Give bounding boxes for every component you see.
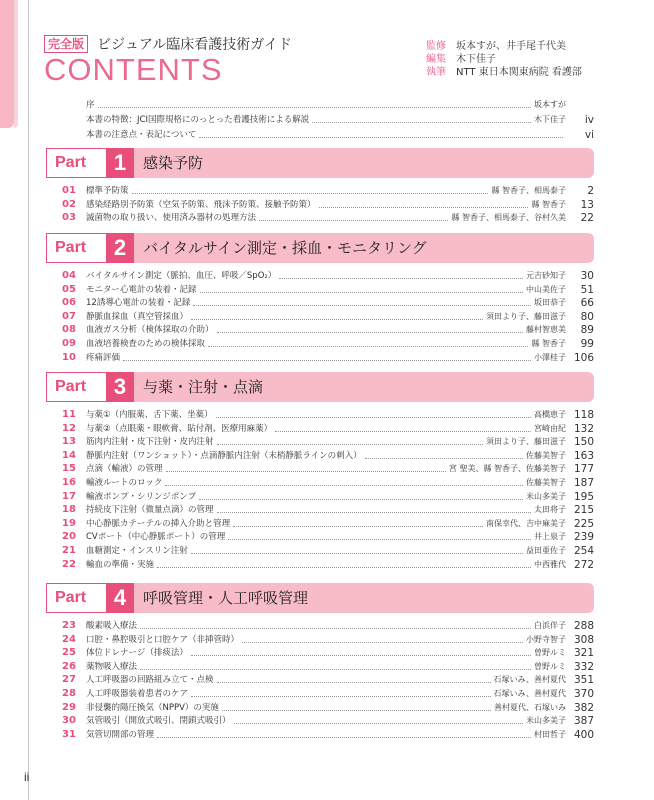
- chapter-page: 13: [580, 198, 594, 211]
- toc-entry[interactable]: [62, 476, 594, 490]
- chapter-author: 南保幸代、吉中麻美子: [486, 518, 566, 528]
- leader-dots: [275, 431, 531, 432]
- page-number: ii: [24, 770, 30, 784]
- leader-dots: [191, 655, 531, 656]
- edition-badge: 完全版: [44, 35, 88, 53]
- chapter-number: 26: [62, 660, 76, 672]
- toc-entry[interactable]: [62, 462, 594, 476]
- chapter-number: 11: [62, 409, 76, 420]
- chapter-number: 04: [62, 270, 76, 281]
- part-label: Part: [46, 148, 106, 178]
- chapter-title: モニター心電計の装着・記録: [86, 284, 197, 295]
- chapter-page: 272: [573, 558, 594, 571]
- part-number: 4: [106, 583, 134, 613]
- chapter-page: 89: [580, 324, 594, 337]
- chapter-number: 22: [62, 558, 76, 570]
- toc-entry[interactable]: [62, 728, 594, 742]
- part-banner: [46, 583, 594, 613]
- chapter-page: 163: [573, 449, 594, 462]
- entry-title: 本書の特徴：JCI国際規格にのっとった看護技術による解説: [86, 115, 310, 125]
- leader-dots: [98, 107, 531, 108]
- leader-dots: [234, 723, 523, 724]
- leader-dots: [312, 122, 531, 123]
- toc-entry[interactable]: [62, 351, 594, 365]
- chapter-page: 225: [573, 517, 594, 530]
- chapter-title: 中心静脈カテーテルの挿入介助と管理: [86, 518, 231, 529]
- chapter-number: 25: [62, 647, 76, 659]
- leader-dots: [319, 207, 529, 208]
- chapter-number: 28: [62, 688, 76, 699]
- leader-dots: [208, 346, 528, 347]
- chapter-author: 縣 智香子: [531, 199, 566, 209]
- toc-entry[interactable]: [62, 283, 594, 297]
- front-matter-item[interactable]: [86, 113, 594, 127]
- toc-entry[interactable]: [62, 503, 594, 517]
- book-title: ビジュアル臨床看護技術ガイド: [97, 36, 292, 53]
- contents-heading: CONTENTS: [44, 52, 223, 87]
- chapter-number: 21: [62, 545, 76, 556]
- part-banner: [46, 372, 594, 402]
- leader-dots: [132, 193, 489, 194]
- chapter-title: 与薬②（点眼薬・眼軟膏、貼付剤、医療用麻薬）: [86, 423, 273, 434]
- toc-entry[interactable]: [62, 687, 594, 701]
- chapter-number: 18: [62, 504, 76, 516]
- chapter-page: 132: [573, 422, 594, 435]
- leader-dots: [217, 444, 483, 445]
- leader-dots: [217, 332, 523, 333]
- toc-entry[interactable]: [62, 296, 594, 310]
- chapter-page: 2: [587, 185, 594, 197]
- chapter-page: 99: [580, 338, 594, 350]
- chapter-page: 351: [573, 674, 594, 687]
- leader-dots: [217, 682, 491, 683]
- chapter-title: 人工呼吸器の回路組み立て・点検: [86, 675, 214, 686]
- part-number: 3: [106, 372, 134, 402]
- leader-dots: [191, 319, 483, 320]
- credit-supervisor: [426, 40, 582, 53]
- margin-rule: [28, 0, 29, 800]
- entry-title: 本書の注意点・表記について: [86, 130, 197, 140]
- toc-entry[interactable]: [62, 673, 594, 687]
- leader-dots: [199, 137, 563, 138]
- leader-dots: [166, 471, 446, 472]
- credits: [426, 40, 582, 79]
- chapter-page: 187: [573, 477, 594, 489]
- chapter-title: 血液培養検査のための検体採取: [86, 339, 206, 349]
- chapter-title: 輸液ルートのロック: [86, 478, 163, 488]
- chapter-title: 標準予防策: [86, 186, 129, 196]
- toc-entry[interactable]: [62, 490, 594, 504]
- chapter-number: 27: [62, 674, 76, 686]
- chapter-number: 10: [62, 351, 76, 363]
- chapter-author: 須田より子、藤田滋子: [486, 311, 566, 321]
- chapter-page: 321: [573, 647, 594, 660]
- chapter-page: 177: [573, 463, 594, 476]
- chapter-author: 曽野ルミ: [534, 661, 566, 671]
- chapter-number: 08: [62, 324, 76, 336]
- chapter-title: 静脈血採血（真空管採血）: [86, 311, 189, 322]
- chapter-number: 20: [62, 531, 76, 543]
- toc-entry[interactable]: [62, 310, 594, 324]
- chapter-page: 387: [573, 715, 594, 728]
- part-label: Part: [46, 583, 106, 613]
- chapter-author: 石塚いみ、善村夏代: [493, 689, 566, 698]
- chapter-page: 80: [580, 310, 594, 323]
- toc-entry[interactable]: [62, 714, 594, 728]
- chapter-author: 白浜伴子: [534, 621, 566, 630]
- leader-dots: [193, 305, 531, 306]
- credit-role: 監修: [426, 41, 446, 52]
- part-number: 1: [106, 148, 134, 178]
- chapter-title: 静脈内注射（ワンショット）・点滴静脈内注射（末梢静脈ラインの刺入）: [86, 450, 362, 461]
- chapter-author: 米山多美子: [526, 491, 566, 501]
- leader-dots: [222, 710, 491, 711]
- chapter-page: 118: [573, 409, 594, 421]
- entry-page: vi: [584, 129, 594, 141]
- chapter-number: 16: [62, 477, 76, 488]
- chapter-title: 滅菌物の取り扱い、使用済み器材の処理方法: [86, 213, 257, 224]
- chapter-title: CVポート（中心静脈ポート）の管理: [86, 532, 226, 543]
- chapter-number: 07: [62, 310, 76, 322]
- part-label: Part: [46, 372, 106, 402]
- leader-dots: [242, 642, 523, 643]
- toc-entry[interactable]: [62, 646, 594, 660]
- chapter-title: 血糖測定・インスリン注射: [86, 546, 188, 556]
- toc-entry[interactable]: [62, 323, 594, 337]
- leader-dots: [365, 458, 523, 459]
- chapter-author: 中西雅代: [534, 559, 566, 569]
- chapter-author: 坂田恭子: [534, 298, 566, 308]
- chapter-page: 215: [573, 504, 594, 517]
- credit-name: 坂本すが、井手尾千代美: [456, 41, 566, 52]
- chapter-author: 石塚いみ、善村夏代: [493, 675, 566, 685]
- chapter-author: 曽野ルミ: [534, 648, 566, 658]
- chapter-page: 239: [573, 531, 594, 544]
- toc-entry[interactable]: [62, 544, 594, 558]
- leader-dots: [165, 485, 523, 486]
- chapter-page: 150: [573, 436, 594, 449]
- credit-name: NTT 東日本関東病院 看護部: [456, 67, 582, 78]
- leader-dots: [200, 292, 523, 293]
- chapter-title: 持続皮下注射（微量点滴）の管理: [86, 505, 214, 516]
- chapter-title: 口腔・鼻腔吸引と口腔ケア（非挿管時）: [86, 634, 240, 645]
- leader-dots: [157, 567, 531, 568]
- chapter-number: 01: [62, 185, 76, 196]
- toc-entry[interactable]: [62, 435, 594, 449]
- chapter-author: 井上泉子: [534, 532, 566, 542]
- toc-entry[interactable]: [62, 530, 594, 544]
- toc-entry[interactable]: [62, 269, 594, 283]
- part-banner: [46, 148, 594, 178]
- chapter-title: 薬物吸入療法: [86, 661, 138, 672]
- toc-entry[interactable]: [62, 558, 594, 572]
- part-title: 呼吸管理・人工呼吸管理: [134, 583, 594, 613]
- chapter-author: 元吉砂知子: [526, 271, 566, 280]
- leader-dots: [199, 499, 523, 500]
- chapter-author: 縣 智香子、相馬泰子、谷村久美: [451, 213, 566, 223]
- part-title: バイタルサイン測定・採血・モニタリング: [134, 233, 594, 263]
- part-title: 感染予防: [134, 148, 594, 178]
- chapter-title: 酸素吸入療法: [86, 621, 138, 631]
- chapter-author: 高橋恵子: [534, 410, 566, 419]
- entry-author: 木下佳子: [534, 115, 566, 124]
- chapter-number: 03: [62, 212, 76, 224]
- front-matter-item[interactable]: [86, 98, 594, 112]
- part-label: Part: [46, 233, 106, 263]
- toc-entry[interactable]: [62, 422, 594, 436]
- leader-dots: [233, 526, 483, 527]
- toc-entry[interactable]: [62, 211, 594, 225]
- chapter-author: 宮崎由紀: [534, 423, 566, 433]
- leader-dots: [216, 417, 531, 418]
- book-header: [44, 33, 292, 54]
- leader-dots: [217, 512, 531, 513]
- leader-dots: [157, 737, 531, 738]
- chapter-title: 血液ガス分析（検体採取の介助）: [86, 325, 214, 336]
- chapter-number: 19: [62, 517, 76, 529]
- entry-author: 坂本すが: [534, 100, 566, 109]
- chapter-number: 29: [62, 701, 76, 713]
- chapter-page: 332: [573, 660, 594, 673]
- chapter-page: 22: [580, 212, 594, 225]
- chapter-author: 藤村智恵美: [526, 325, 566, 335]
- chapter-title: 感染経路別予防策（空気予防策、飛沫予防策、接触予防策）: [86, 199, 316, 210]
- chapter-title: 12誘導心電計の装着・記録: [86, 298, 191, 309]
- part-number: 2: [106, 233, 134, 263]
- chapter-title: 疼痛評価: [86, 352, 121, 363]
- credit-role: 執筆: [426, 67, 446, 78]
- leader-dots: [259, 220, 448, 221]
- chapter-title: 非侵襲的陽圧換気（NPPV）の実施: [86, 702, 219, 713]
- chapter-title: 筋肉内注射・皮下注射・皮内注射: [86, 437, 214, 448]
- chapter-number: 13: [62, 436, 76, 448]
- entry-page: iv: [584, 114, 594, 126]
- front-matter-item[interactable]: [86, 128, 594, 142]
- chapter-title: 人工呼吸器装着患者のケア: [86, 689, 189, 699]
- chapter-number: 02: [62, 198, 76, 210]
- chapter-page: 382: [573, 701, 594, 714]
- chapter-page: 30: [580, 270, 594, 282]
- leader-dots: [123, 360, 531, 361]
- chapter-number: 30: [62, 715, 76, 727]
- chapter-number: 06: [62, 297, 76, 309]
- toc-entry[interactable]: [62, 449, 594, 463]
- chapter-page: 254: [573, 545, 594, 557]
- toc-entry[interactable]: [62, 408, 594, 422]
- chapter-page: 195: [573, 490, 594, 503]
- chapter-author: 須田より子、藤田滋子: [486, 437, 566, 447]
- chapter-number: 15: [62, 463, 76, 475]
- chapter-author: 宮 聖美、縣 智香子、佐藤美智子: [448, 464, 566, 474]
- chapter-title: 気管吸引（開放式吸引、閉鎖式吸引）: [86, 716, 231, 727]
- chapter-number: 05: [62, 283, 76, 295]
- toc-entry[interactable]: [62, 633, 594, 647]
- leader-dots: [191, 696, 491, 697]
- chapter-author: 益田亜佐子: [526, 546, 566, 555]
- chapter-author: 善村夏代、石塚いみ: [494, 702, 566, 712]
- chapter-title: 点滴（輸液）の管理: [86, 464, 163, 475]
- toc-entry[interactable]: [62, 660, 594, 674]
- credit-editor: [426, 53, 582, 66]
- part-title: 与薬・注射・点滴: [134, 372, 594, 402]
- chapter-page: 106: [573, 351, 594, 364]
- chapter-author: 縣 智香子: [531, 339, 566, 348]
- chapter-page: 51: [580, 283, 594, 296]
- chapter-title: 与薬①（内服薬、舌下薬、坐薬）: [86, 410, 213, 420]
- leader-dots: [140, 669, 531, 670]
- page-edge-tab: [0, 0, 14, 128]
- leader-dots: [228, 539, 531, 540]
- leader-dots: [140, 628, 531, 629]
- leader-dots: [279, 278, 523, 279]
- chapter-author: 太田将子: [534, 505, 566, 515]
- chapter-title: 気管切開部の管理: [86, 729, 155, 740]
- toc-entry[interactable]: [62, 517, 594, 531]
- toc-entry[interactable]: [62, 337, 594, 351]
- chapter-page: 308: [573, 633, 594, 646]
- chapter-author: 佐藤美智子: [526, 450, 566, 460]
- chapter-author: 小澤桂子: [534, 352, 566, 362]
- chapter-number: 31: [62, 728, 76, 740]
- credit-writers: [426, 66, 582, 79]
- chapter-author: 村田哲子: [534, 729, 566, 739]
- chapter-page: 66: [580, 297, 594, 310]
- toc-entry[interactable]: [62, 619, 594, 633]
- chapter-author: 小野寺智子: [526, 634, 566, 644]
- chapter-page: 400: [573, 728, 594, 741]
- chapter-title: バイタルサイン測定（脈拍、血圧、呼吸／SpO₂）: [86, 271, 277, 281]
- chapter-title: 輸液ポンプ・シリンジポンプ: [86, 491, 197, 502]
- chapter-title: 体位ドレナージ（排痰法）: [86, 648, 188, 659]
- part-banner: [46, 233, 594, 263]
- chapter-number: 14: [62, 449, 76, 461]
- toc-entry[interactable]: [62, 701, 594, 715]
- chapter-number: 09: [62, 338, 76, 349]
- chapter-number: 23: [62, 620, 76, 631]
- leader-dots: [191, 553, 523, 554]
- chapter-number: 12: [62, 422, 76, 434]
- credit-name: 木下佳子: [456, 54, 496, 65]
- toc-entry[interactable]: [62, 198, 594, 212]
- credit-role: 編集: [426, 54, 446, 65]
- chapter-number: 24: [62, 633, 76, 645]
- toc-entry[interactable]: [62, 184, 594, 198]
- chapter-page: 288: [573, 620, 594, 632]
- chapter-author: 中山美佐子: [526, 284, 566, 294]
- chapter-page: 370: [573, 688, 594, 700]
- chapter-title: 輸血の準備・実施: [86, 559, 155, 570]
- chapter-author: 米山多美子: [526, 716, 566, 726]
- entry-title: 序: [86, 100, 95, 110]
- chapter-number: 17: [62, 490, 76, 502]
- chapter-author: 佐藤美智子: [526, 478, 566, 487]
- chapter-author: 縣 智香子、相馬泰子: [491, 186, 566, 195]
